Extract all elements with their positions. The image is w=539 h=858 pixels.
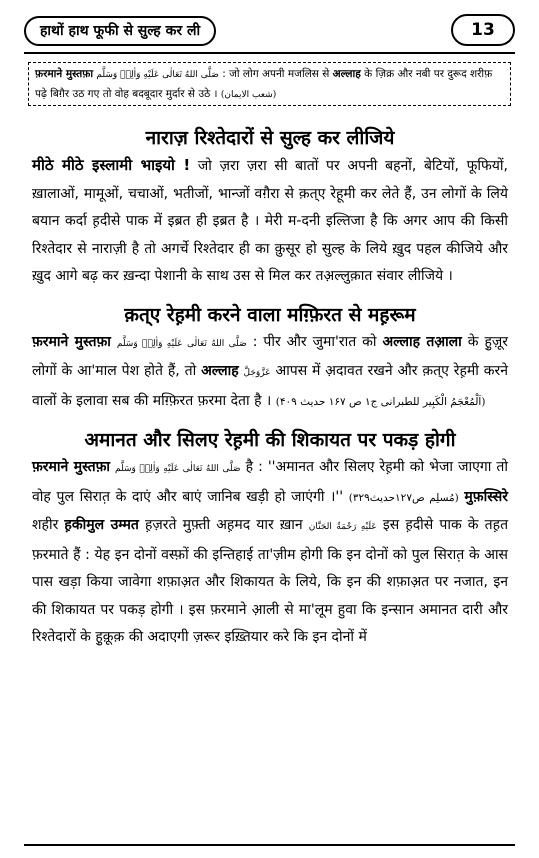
section-allah-2a: अल्लाह तआ़ला: [382, 333, 462, 350]
section-lead-3c: ह़कीमुल उम्मत: [64, 517, 139, 533]
section-text-2c: आपस में अ़दावत रखने और क़त्ए रेह़मी करने वालों के इलावा सब की मग़्फ़िरत फ़रमा देता है ।: [32, 363, 509, 409]
section-honorific-3: صَلَّى اللهُ تَعَالٰى عَلَيْهِ وَاٰلِهٖ وَسَلَّم: [115, 464, 241, 474]
section-rahmat-3: عَلَيْهِ رَحْمَةُ الحَنَّان: [308, 522, 377, 532]
section-source-2: (اَلْمُعْجَمُ الْكَبِير للطبرانی ج۱ ص ۱۶۷ حدیث ۴۰۹): [275, 395, 486, 408]
section-text-3c: ह़ज़रते मुफ़्ती अह़मद यार ख़ान: [144, 517, 303, 533]
note-label: फ़रमाने मुस्तफ़ा: [35, 68, 94, 80]
page-header: [10, 10, 529, 52]
hadith-note-box: [28, 62, 511, 106]
main-content: [32, 110, 508, 652]
note-text-2: के ज़िक्र और नबी पर दुरूद शरीफ़ पढ़े बिगै़र उठ गए तो वोह बदबूदार मुर्दार से उठे ।: [35, 68, 493, 100]
header-divider: [24, 52, 515, 54]
section-text-3a: है : ''अमानत और सिलए रेह़मी को भेजा जाएगा तो वोह पुल सिरात़ के दाएं और बाएं जानिब खड़ी हो जाएंगी ।'': [32, 459, 508, 505]
section-heading-3: अमानत और सिलए रेह़मी की शिकायत पर पकड़ होगी: [84, 429, 456, 451]
note-text-1: : जो लोग अपनी मजलिस से: [222, 68, 330, 80]
page-number: 13: [451, 14, 515, 46]
section-text-2a: : पीर और जुमा'रात को: [252, 333, 377, 350]
section-allah-2b: अल्लाह: [201, 363, 239, 379]
footer-divider: [24, 844, 515, 846]
section-body-3: [32, 454, 508, 652]
section-lead-3: फ़रमाने मुस्तफ़ा: [32, 459, 110, 475]
section-honorific-2: صَلَّى اللهُ تَعَالٰى عَلَيْهِ وَاٰلِهٖ وَسَلَّم: [116, 338, 247, 349]
section-body-1: [32, 152, 508, 291]
note-source: (شعب الایمان): [220, 90, 277, 100]
page-frame: [10, 10, 529, 848]
section-text-3e: येह इन दोनों वस्फ़ों की इन्तिहाई ता'ज़ीम होगी कि इन दोनों को पुल सिरात़ के आस पास खड़ा किया जावेगा शफ़ाअ़त और शिकायत के लिये, कि इन की शफ़ाअ़त पर नजात, इन की शिकायत पर पकड़ होगी । इस फ़रमाने आ़ली से मा'लूम हुवा कि इन्सान अमानत दारी और रिश्तेदारों के हु़क़ूक़ की अदाएगी ज़रूर इख़्तियार करे कि इन दोनों में: [32, 546, 508, 645]
section-lead-3b: मुफ़स्सिरे: [464, 488, 508, 505]
section-text-3d: इस ह़दीसे पाक के तह़त फ़रमाते हैं :: [32, 517, 509, 563]
section-body-2: [32, 329, 508, 417]
section-azzawajal-2: عَزَّوَجَلَّ: [243, 368, 271, 378]
section-heading-2: क़त्ए रेह़मी करने वाला मग़्फ़िरत से मह़रूम: [124, 303, 416, 326]
section-lead-2: फ़रमाने मुस्तफ़ा: [32, 333, 111, 350]
note-allah: अल्लाह: [332, 68, 361, 80]
section-text-2b: के हु़जू़र लोगों के आ'माल पेश होते हैं, तो: [32, 333, 508, 379]
section-source-3: (مُسلِم ص۱۲۷حدیث۳۲۹): [348, 491, 459, 504]
section-text-1: जो ज़रा ज़रा सी बातों पर अपनी बहनों, बेटियों, फूफियों, ख़ालाओं, मामूओं, चचाओं, भतीजों, भान्जों वगै़रा से क़त्ए रेहूमी कर लेते हैं, उन लोगों के लिये बयान कर्दा ह़दीसे पाक में इब्रत ही इब्रत है । मेरी म-दनी इल्तिजा है कि अगर आप की किसी रिश्तेदार से नाराज़ी है तो अगर्चे रिश्तेदार ही का कु़सूर हो सुल्ह के लिये खु़द पहल कीजिये और खु़द आगे बढ़ कर ख़न्दा पेशानी के साथ उस से मिल कर तअ़ल्लुक़ात संवार लीजिये ।: [32, 158, 508, 284]
section-text-3b: शहीर: [32, 517, 59, 533]
book-title: हाथों हाथ फूफी से सुल्ह कर ली: [24, 16, 216, 46]
note-honorific: صَلَّى اللهُ تَعَالٰى عَلَيْهِ وَاٰلِهٖ وَسَلَّم: [96, 70, 219, 80]
section-lead-1: मीठे मीठे इस्लामी भाइयो !: [32, 156, 191, 174]
section-heading-1: नाराज़ रिश्तेदारों से सुल्ह कर लीजिये: [145, 127, 395, 149]
